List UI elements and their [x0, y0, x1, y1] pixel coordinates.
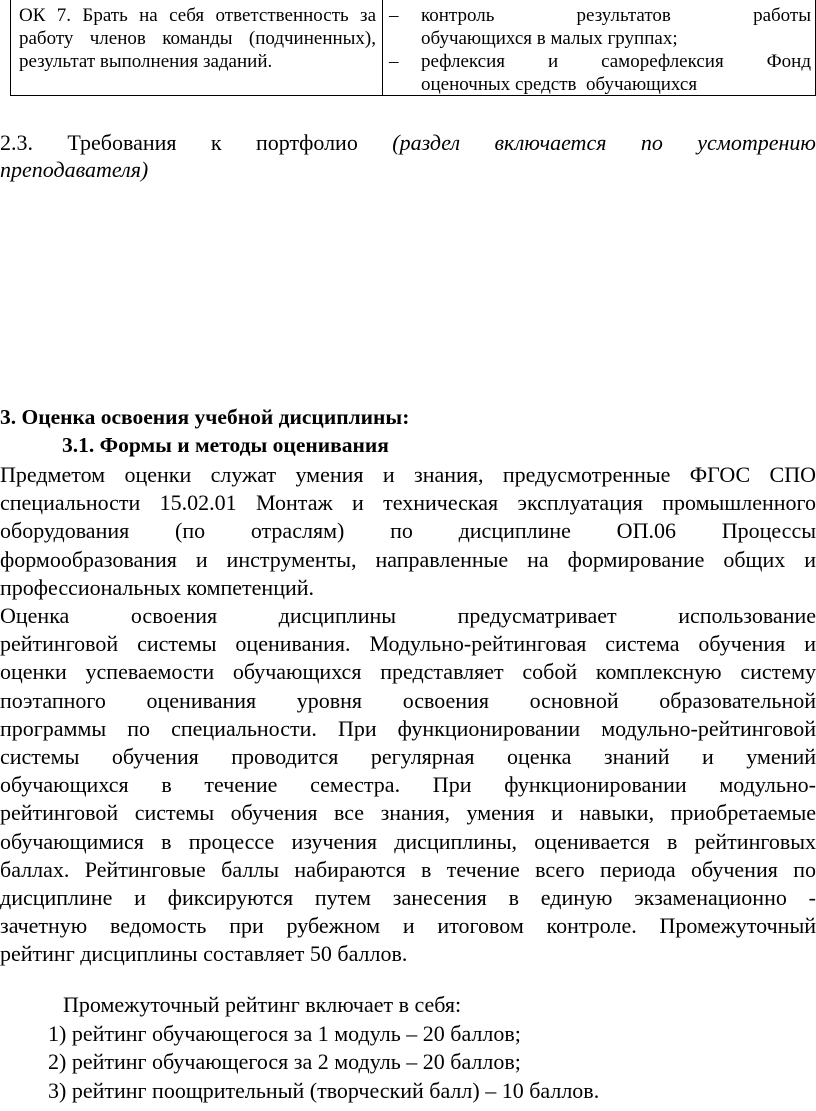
table-cell-line: работу членов команды (подчиненных),	[19, 28, 376, 49]
text-line: формообразования и инструменты, направленные на формирование общих и	[0, 546, 816, 572]
table-cell-assessment	[383, 0, 815, 95]
text-line: обучающихся в течение семестра. При функционировании модульно-	[0, 772, 816, 798]
heading-line	[0, 129, 816, 156]
list-item	[389, 4, 811, 50]
paragraph-assessment-subject	[0, 461, 816, 602]
list-item: 3) рейтинг поощрительный (творческий балл) – 10 баллов.	[48, 1077, 600, 1103]
table-cell-line: оценочных средств обучающихся	[421, 74, 698, 95]
note-word: (раздел	[392, 130, 461, 155]
dash-bullet: –	[389, 51, 399, 72]
text-line: дисциплине и фиксируются путем занесения в единую экзаменационно -	[0, 885, 816, 911]
text-line: поэтапного оценивания уровня освоения основной образовательной	[0, 687, 816, 713]
rating-list	[0, 991, 816, 1105]
list-item	[389, 50, 811, 96]
table-cell-line: ОК 7. Брать на себя ответственность за	[19, 5, 376, 26]
text-line: профессиональных компетенций.	[0, 574, 315, 600]
list-item: 2) рейтинг обучающегося за 2 модуль – 20 баллов;	[48, 1049, 521, 1074]
note-word: включается	[494, 130, 607, 155]
note-word: по	[640, 130, 663, 155]
text-line: рейтинговой системы оценивания. Модульно-рейтинговая система обучения и	[0, 631, 816, 657]
section-3-1-subtitle: 3.1. Формы и методы оценивания	[62, 433, 389, 457]
text-line: системы обучения проводится регулярная оценка знаний и умений	[0, 744, 816, 770]
table-cell-line: результат выполнения заданий.	[19, 51, 273, 72]
text-line: программы по специальности. При функционировании модульно-рейтинговой	[0, 715, 816, 741]
competency-table	[10, 0, 816, 96]
section-3-title: 3. Оценка освоения учебной дисциплины:	[0, 405, 410, 429]
table-cell-line: контроль результатов работы	[421, 5, 811, 26]
text-line: специальности 15.02.01 Монтаж и техническая эксплуатация промышленного	[0, 490, 816, 516]
table-cell-line: обучающихся в малых группах;	[421, 28, 678, 49]
text-line: обучающимися в процессе изучения дисциплины, оценивается в рейтинговых	[0, 828, 816, 854]
heading-word: к	[210, 130, 222, 155]
table-cell-line: рефлексия и саморефлексия Фонд	[421, 51, 811, 72]
section-number: 2.3.	[0, 130, 33, 155]
text-line: оборудования (по отраслям) по дисциплине ОП.06 Процессы	[0, 518, 816, 544]
heading-word: Требования	[67, 130, 177, 155]
note-line: преподавателя)	[0, 157, 149, 182]
list-item: 1) рейтинг обучающегося за 1 модуль – 20 баллов;	[48, 1020, 521, 1046]
text-line: зачетную ведомость при рубежном и итоговом контроле. Промежуточный	[0, 913, 816, 939]
table-cell-competency	[11, 0, 383, 95]
paragraph-rating-system	[0, 602, 816, 969]
note-word: усмотрению	[697, 130, 816, 155]
text-line: Предметом оценки служат умения и знания, предусмотренные ФГОС СПО	[0, 462, 816, 487]
section-2-3-heading	[0, 129, 816, 183]
list-intro: Промежуточный рейтинг включает в себя:	[63, 992, 462, 1017]
text-line: Оценка освоения дисциплины предусматривает использование	[0, 603, 816, 628]
text-line: оценки успеваемости обучающихся представляет собой комплексную систему	[0, 659, 816, 685]
text-line: баллах. Рейтинговые баллы набираются в течение всего периода обучения по	[0, 856, 816, 882]
text-line: рейтинговой системы обучения все знания, умения и навыки, приобретаемые	[0, 800, 816, 826]
heading-word: портфолио	[256, 130, 358, 155]
dash-bullet: –	[389, 5, 399, 26]
text-line: рейтинг дисциплины составляет 50 баллов.	[0, 941, 408, 967]
